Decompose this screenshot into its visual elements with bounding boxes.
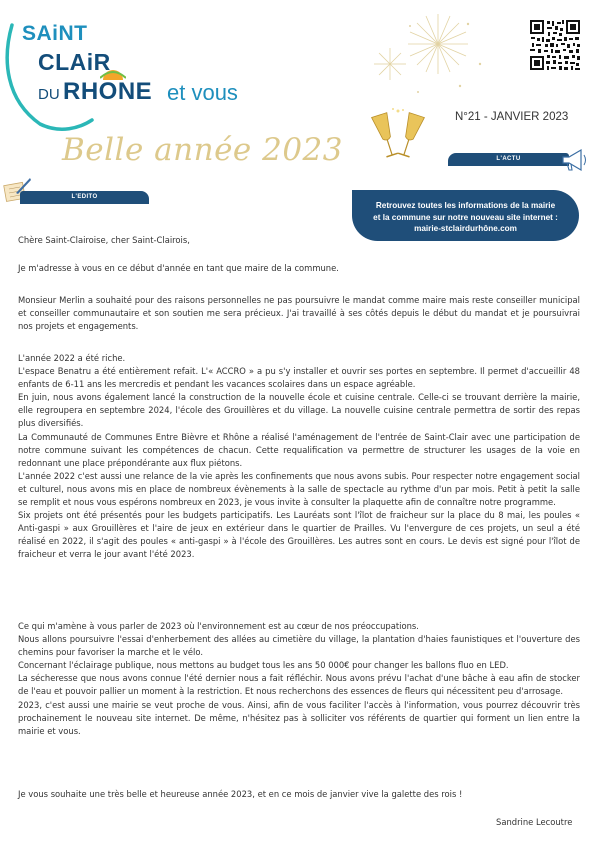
actu-line-1: Retrouvez toutes les informations de la mairie [375, 201, 556, 210]
paragraph: L'année 2022 c'est aussi une relance de la vie après les confinements que nous avons subis. Pour respecter notre engagement social et culturel, nous avons mis en place de nombreux évènements à la salle de spectacle au rythme d'un par mois. Petit à petit la salle se remplit et nous vous espérons nombreux en 2023, je vous invite à consulter la plaquette afin de connaître notre programme. [18, 470, 580, 508]
qr-code-icon [529, 19, 581, 71]
megaphone-icon [559, 146, 589, 174]
logo-et-vous: et vous [167, 80, 238, 105]
merlin-paragraph: Monsieur Merlin a souhaité pour des raisons personnelles ne pas poursuivre le mandat comme maire mais reste conseiller municipal et conseiller communautaire et son soutien me sera précieux. J'ai travaillé à ses côtés depuis le début du mandat et je poursuivrai nos projets et engagements. [18, 295, 580, 332]
paragraph: L'espace Benatru a été entièrement refait. L'« ACCRO » a pu s'y installer et ouvrir ses portes en septembre. Il permet d'accueillir 48 enfants de 6-11 ans les mercredis et pendant les vacances scolaires dans un espace agréable. [18, 366, 580, 390]
paragraph: La sécheresse que nous avons connue l'été dernier nous a fait réfléchir. Nous avons prévu l'achat d'une bâche à eau afin de stocker de l'eau et pouvoir pallier un moment à la restriction. Et nous recherchons des essences de fleurs qui nécessitent peu d'arrosage. [18, 673, 580, 697]
paragraph: L'année 2022 a été riche. [18, 353, 126, 363]
issue-number: N°21 - JANVIER 2023 [455, 111, 569, 123]
signature: Sandrine Lecoutre [496, 817, 573, 827]
logo-clair: CLAiR [38, 49, 111, 75]
logo-saint: SAiNT [22, 22, 88, 45]
logo-du: DU [38, 86, 60, 103]
tab-actu: L'ACTU [448, 153, 569, 166]
letter-intro [18, 262, 580, 275]
letter-salutation [18, 234, 580, 247]
letter-environment [18, 620, 580, 738]
paragraph: En juin, nous avons également lancé la construction de la nouvelle école et cuisine centrale. Celle-ci se trouvant derrière la mairie, elle regroupera en septembre 2024, l'école des Grouillères et du village. La nouvelle cuisine centrale permettra de sortir des repas plus diversifiés. [18, 392, 580, 429]
closing-paragraph: Je vous souhaite une très belle et heureuse année 2023, et en ce mois de janvier vive la galette des rois ! [18, 789, 463, 799]
new-year-greeting: Belle année 2023 [62, 132, 344, 168]
paragraph: La Communauté de Communes Entre Bièvre et Rhône a réalisé l'aménagement de l'entrée de Saint-Clair avec une participation de notre commune suivant les compétences de chacun. Cette requalification va permettre de structurer les usages de la voie en redonnant une place prépondérante aux flux piétons. [18, 431, 580, 468]
salutation: Chère Saint-Clairoise, cher Saint-Clairois, [18, 235, 190, 245]
paragraph: 2023, c'est aussi une mairie se veut proche de vous. Ainsi, afin de vous faciliter l'accès à l'information, vous pourrez découvrir très prochainement le nouveau site internet. De même, n'hésitez pas à solliciter vos référents de quartier qui forment un lien entre la mairie et vous. [18, 699, 580, 736]
letter-year-2022 [18, 352, 580, 562]
actu-website: mairie-stclairdurhône.com [414, 224, 517, 233]
intro-paragraph: Je m'adresse à vous en ce début d'année en tant que maire de la commune. [18, 263, 339, 273]
actu-line-2: et la commune sur notre nouveau site internet : [373, 212, 558, 222]
logo-rhone: RHONE [63, 78, 153, 105]
paragraph: Nous allons poursuivre l'essai d'enherbement des allées au cimetière du village, la plantation d'haies faunistiques et l'ouverture des chemins pour favoriser la marche et le vélo. [18, 634, 580, 658]
tab-edito: L'EDITO [20, 191, 149, 204]
champagne-glasses-icon [368, 108, 428, 170]
letter-merlin [18, 294, 580, 333]
letter-closing [18, 788, 580, 801]
fireworks-icon [360, 4, 500, 124]
paragraph: Ce qui m'amène à vous parler de 2023 où l'environnement est au cœur de nos préoccupations. [18, 621, 419, 631]
paragraph: Six projets ont été présentés pour les budgets participatifs. Les Lauréats sont l'îlot de fraicheur sur la place du 8 mai, les poules « Anti-gaspi » aux Grouillères et l'aire de jeux en extérieur dans le quartier de Prailles. Vu l'envergure de ces projets, un seul a été réalisé en 2022, il s'agit des poules « anti-gaspi » à l'école des Grouillères. Les autres sont en cours. Le devis est signé pour l'îlot de fraicheur et verra le jour avant l'été 2023. [18, 510, 580, 560]
paragraph: Concernant l'éclairage publique, nous mettons au budget tous les ans 50 000€ pour changer les ballons fluo en LED. [18, 660, 509, 671]
